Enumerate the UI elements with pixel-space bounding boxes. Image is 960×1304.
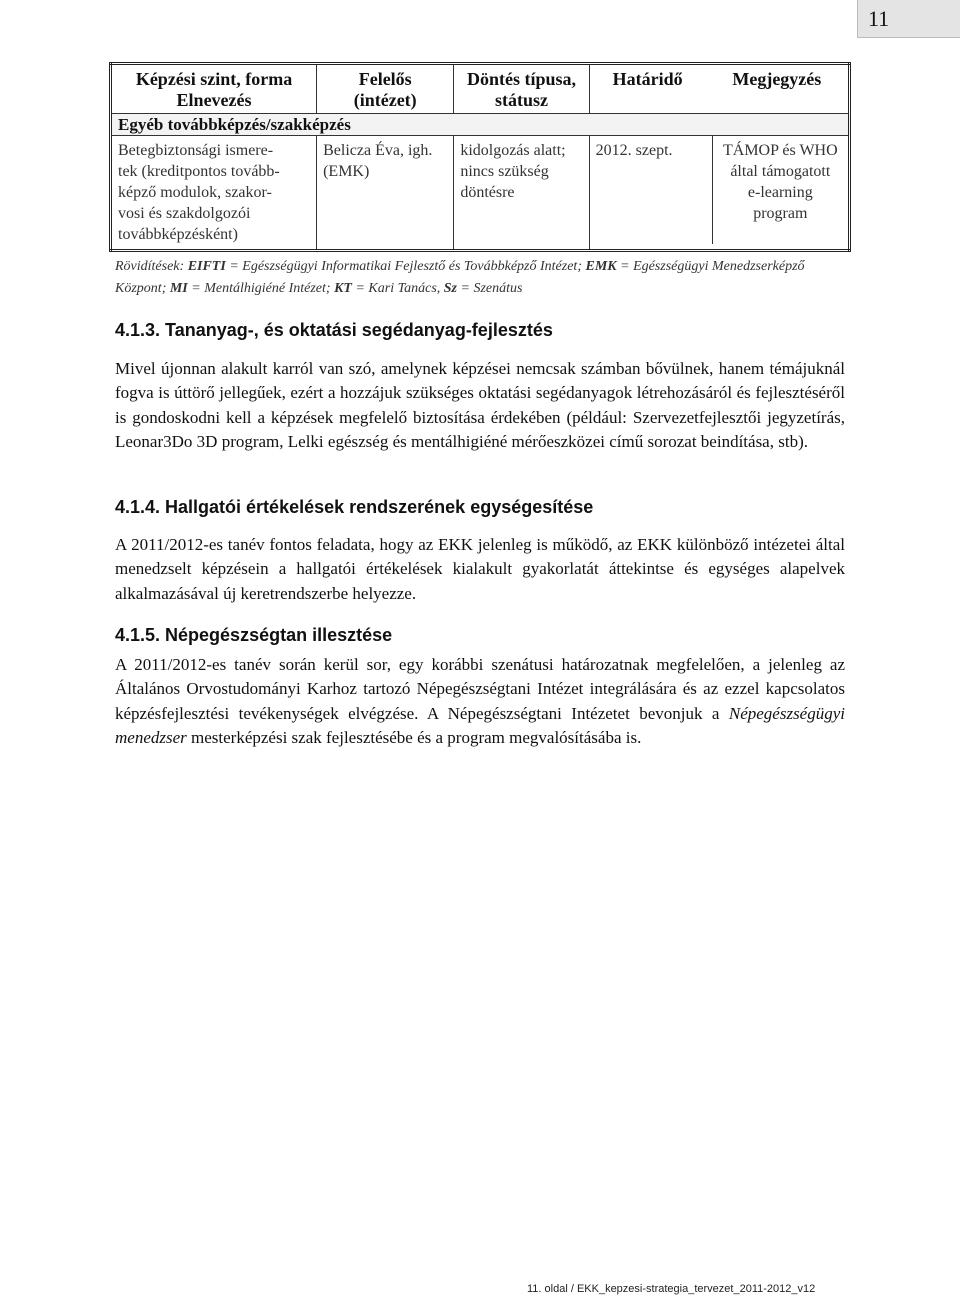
header-deadline: Határidő [612, 69, 683, 89]
table-section-row [111, 114, 850, 136]
header-note: Megjegyzés [732, 69, 822, 89]
heading-4-1-3: 4.1.3. Tananyag-, és oktatási segédanyag-fejlesztés [115, 320, 553, 340]
table-header-row [111, 64, 850, 114]
paragraph-4-1-5: A 2011/2012-es tanév során kerül sor, egy korábbi szenátusi határozatnak megfelelően, a jelenleg az Általános Orvostudományi Karhoz tartozó Népegészségtani Intézet integrálására és az ezzel kapcsolatos képzésfejlesztési tevékenységek elvégzése. A Népegészségtani Intézetet bevonjuk a Népegészségügyi menedzser mesterképzési szak fejlesztésébe és a program megvalósításába is. [115, 655, 845, 747]
row-note: TÁMOP és WHO által támogatott e-learning program [712, 136, 848, 244]
paragraph-4-1-3: Mivel újonnan alakult karról van szó, amelynek képzései nemcsak számban bővülnek, hanem témájuknál fogva is úttörő jellegűek, ezért a hozzájuk szükséges oktatási segédanyagok létrehozásáról és fejlesztéséről is gondoskodni kell a képzések megfelelő biztosítása érdekében (például: Szervezetfejlesztői jegyzetírás, Leonar3Do 3D program, Lelki egészség és mentálhigiéné mérőeszközei című sorozat beindítása, stb). [115, 359, 845, 451]
row-title: Betegbiztonsági ismere- tek (kreditpontos tovább- képző modulok, szakor- vosi és szakdolgozói továbbképzésként) [111, 136, 317, 251]
row-responsible: Belicza Éva, igh. (EMK) [317, 136, 454, 251]
row-deadline: 2012. szept. [595, 142, 673, 159]
section-title: Egyéb továbbképzés/szakképzés [111, 114, 850, 136]
abbreviations: Rövidítések: EIFTI = Egészségügyi Informatikai Fejlesztő és Továbbképző Intézet; EMK = Egészségügyi Menedzserképző Központ; MI = Mentálhigiéné Intézet; KT = Kari Tanács, Sz = Szenátus [115, 259, 805, 296]
paragraph-4-1-4: A 2011/2012-es tanév fontos feladata, hogy az EKK jelenleg is működő, az EKK különböző intézetei által menedzselt képzésein a hallgatói értékelések kialakult gyakorlatát áttekintse és egységes alapelvek alkalmazásával új keretrendszerbe helyezze. [115, 535, 845, 603]
page-footer: 11. oldal / EKK_kepzesi-strategia_tervezet_2011-2012_v12 [527, 1283, 816, 1295]
heading-4-1-4: 4.1.4. Hallgatói értékelések rendszerének egységesítése [115, 497, 594, 517]
training-plan-table [109, 62, 851, 252]
row-deadline-note [589, 136, 849, 251]
table-row [111, 136, 850, 251]
header-level-form: Képzési szint, forma Elnevezés [111, 64, 317, 114]
italic-term: Népegészségügyi menedzser [115, 703, 845, 747]
header-responsible: Felelős (intézet) [317, 64, 454, 114]
row-status: kidolgozás alatt; nincs szükség döntésre [454, 136, 589, 251]
page-number: 11 [857, 0, 960, 38]
header-decision-type: Döntés típusa, státusz [454, 64, 589, 114]
header-deadline-note [589, 64, 849, 114]
heading-4-1-5: 4.1.5. Népegészségtan illesztése [115, 625, 393, 645]
